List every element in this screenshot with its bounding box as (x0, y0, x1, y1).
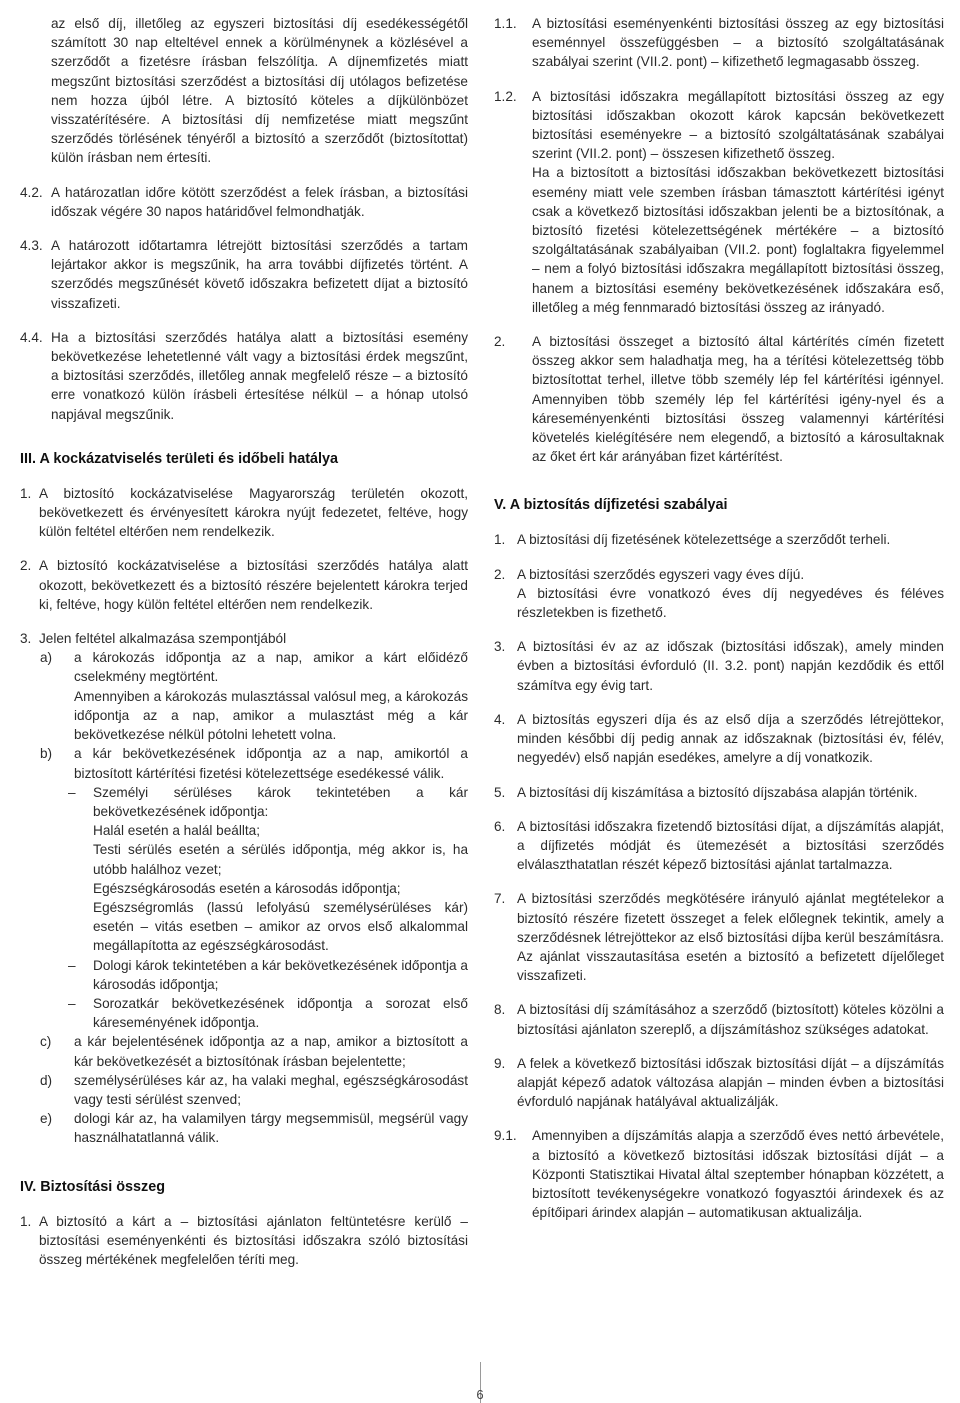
section-v-item-6 (494, 817, 944, 875)
paragraph-number: 4.2. (20, 184, 43, 200)
item-number: 1. (20, 1213, 32, 1229)
section-v-item-7 (494, 889, 944, 985)
paragraph-text: A határozatlan időre kötött szerződést a felek írásban, a biztosítási időszak végére 30 napos határidővel felmondhatják. (51, 184, 468, 219)
paragraph-text: Ha a biztosítási szerződés hatálya alatt a biztosítási esemény bekövetkezése lehetetlenné vált vagy a biztosítási érdek megszűnt, a biztosítási szerződés, illetőleg annak megfelelő része – a biztosító erre vonatkozó külön írásbeli értesítése nélkül – a hónap utolsó napjával megszűnik. (51, 329, 468, 422)
item-number: 8. (494, 1002, 506, 1018)
section-v-item-8 (494, 1000, 944, 1038)
item-number: 3. (20, 631, 32, 647)
item-text: A biztosítási szerződés megkötésére irányuló ajánlat megtételekor a biztosító részére fizetett összeget a felek előlegnek tekintik, amely a szerződésnek létrejöttekor az első biztosítási díjba kerül beszámításra. Az ajánlat visszautasítása esetén a biztosító a befizetett díjelőleget visszafizeti. (517, 891, 944, 984)
item-text: A biztosítási díj kiszámítása a biztosító díjszabása alapján történik. (517, 784, 918, 800)
list-label: e) (40, 1111, 53, 1127)
item-number: 4. (494, 711, 506, 727)
item-text: A biztosítási szerződés egyszeri vagy éves díjú. (517, 566, 805, 582)
dash-subline: Egészségromlás (lassú lefolyású személysérüléses kár) esetén – vitás esetben – amikor az orvos első alkalommal megállapította az egészségkárosodást. (93, 899, 468, 954)
list-text: a károkozás időpontja az a nap, amikor a kárt előidéző cselekmény megtörtént. (74, 650, 468, 685)
section-iii-item-3 (20, 629, 468, 648)
paragraph-text: A biztosítási eseményenkénti biztosítási összeg az egy biztosítási eseménnyel összefüggésben – a biztosító szolgáltatásának szabályai szerint (VII.2. pont) – kifizethető legmagasabb összeg. (532, 16, 944, 70)
paragraph-4-3 (20, 236, 468, 313)
definition-a (20, 648, 468, 686)
paragraph-1-1 (494, 14, 944, 72)
list-text: Személyi sérüléses károk tekintetében a kár bekövetkezésének időpontja: (93, 784, 468, 819)
list-text: Dologi károk tekintetében a kár bekövetkezésének időpontja a károsodás időpontja; (93, 957, 468, 992)
paragraph-text: A biztosítási időszakra megállapított biztosítási összeg az egy biztosítási időszakban okozott károk kapcsán bekövetkezett biztosítási eseményekre – a biztosító szolgáltatásának szabályai szerint (VII.2. pont) – összesen kifizethető összeg. (532, 88, 944, 162)
list-text: a kár bekövetkezésének időpontja az a nap, amikortól a biztosított kártérítési fizetési kötelezettsége esedékessé válik. (74, 746, 468, 781)
paragraph-1-2-continuation: Ha a biztosított a biztosítási időszakban bekövetkezett biztosítási esemény miatt vele szemben írásban támasztott kártérítési igényt csak a következő biztosítási időszakban jelenti be a biztosítónak, a biztosító fizetési kötelezettségének mértékére – a biztosító szolgáltatásának szabályaiban (VII.2. pont) foglaltakra figyelemmel – nem a folyó biztosítási időszakra megállapított biztosítási összeg, hanem a biztosítási esemény bekövetkezésének időszakára eső, illetőleg a még fennmaradó biztosítási összeg az irányadó. (532, 165, 944, 315)
item-text: A felek a következő biztosítási időszak biztosítási díját – a díjszámítás alapját képező adatok változása alapján – minden évben a biztosítási évforduló napjának hatályával aktualizálják. (517, 1055, 944, 1110)
list-text: Sorozatkár bekövetkezésének időpontja a sorozat első káreseményének időpontja. (93, 995, 468, 1031)
item-text: A biztosítási díj fizetésének kötelezettsége a szerződőt terheli. (517, 532, 891, 548)
paragraph-4-4 (20, 328, 468, 424)
item-number: 9. (494, 1055, 506, 1071)
dash-bullet: – (68, 957, 76, 973)
section-v-item-5 (494, 783, 944, 802)
definition-c (20, 1032, 468, 1070)
section-heading-v: V. A biztosítás díjfizetési szabályai (494, 497, 728, 514)
definition-a-continuation: Amennyiben a károkozás mulasztással valósul meg, a károkozás időpontja az a nap, amikor a mulasztást még a kár bekövetkezése nélkül pótolni lehetett volna. (74, 688, 468, 743)
paragraph-continuation: az első díj, illetőleg az egyszeri biztosítási díj esedékességétől számított 30 nap elteltével ennek a körülménynek a közlésével a szerződőt a fizetésre írásban felszólítja. A díjnemfizetés miatt megszűnt biztosítási szerződést a biztosítási díj utólagos befizetése nem hozza újból létre. A biztosító köteles a díjkülönbözet visszatérítésére. A biztosítási díj nemfizetése miatt megszűnt szerződés törlésének tényéről a biztosító a szerződőt (biztosítottat) külön írásban nem értesíti. (51, 16, 468, 166)
section-v-item-2-continuation: A biztosítási évre vonatkozó éves díj negyedéves és féléves részletekben is fizethető. (517, 585, 944, 621)
section-v-item-1 (494, 530, 944, 549)
dash-item-personal-injury (20, 783, 468, 821)
item-number: 9.1. (494, 1128, 517, 1144)
paragraph-text: A határozott időtartamra létrejött biztosítási szerződés a tartam lejártakor akkor is megszűnik, ha arra további díjfizetés történt. A szerződés megszűnését követő időszakra befizetett díjat a biztosító visszafizeti. (51, 238, 468, 311)
section-v-item-3 (494, 637, 944, 695)
item-text: A biztosítás egyszeri díja és az első díja a szerződés létrejöttekor, minden későbbi díj pedig annak az időszaknak (biztosítási év, félév, negyedév) első napján esedékes, amelyre a díj vonatkozik. (517, 711, 944, 766)
section-v-item-9-1 (494, 1126, 944, 1222)
dash-subline: Testi sérülés esetén a sérülés időpontja, még akkor is, ha utóbb halálhoz vezet; (93, 842, 468, 877)
item-text: Jelen feltétel alkalmazása szempontjából (39, 631, 287, 647)
dash-item-serial-damage (20, 994, 468, 1032)
item-number: 2. (494, 566, 506, 582)
item-text: A biztosító kockázatviselése a biztosítási szerződés hatálya alatt okozott, bekövetkezett és a biztosító részére bejelentett károkra terjed ki, feltéve, hogy külön feltétel eltérően nem rendelkezik. (39, 558, 468, 612)
definition-e (20, 1109, 468, 1147)
right-column (494, 14, 944, 1237)
paragraph-4-2 (20, 183, 468, 221)
paragraph-number: 4.4. (20, 329, 43, 345)
list-text: dologi kár az, ha valamilyen tárgy megsemmisül, megsérül vagy használhatatlanná válik. (74, 1111, 468, 1146)
paragraph-number: 4.3. (20, 238, 43, 254)
paragraph-number: 1.2. (494, 88, 517, 104)
section-iii-item-2 (20, 556, 468, 614)
definition-b (20, 744, 468, 782)
paragraph-text: A biztosítási összeget a biztosító által kártérítés címén fizetett összeg akkor sem haladhatja meg, ha a térítési kötelezettség több biztosítottat terhel, illetve több személy lép fel kártérítési igénnyel. Amennyiben több személy lép fel kártérítési igény-nyel és a káreseményenkénti biztosítási összeg valamennyi kártérítési követelés kielégítésére nem elegendő, a biztosító a károsultaknak az őket ért kár arányában fizet kártérítést. (532, 334, 944, 465)
item-text: A biztosítási év az az időszak (biztosítási időszak), amely minden évben a biztosítási évforduló (II. 3.2. pont) napján kezdődik és ettől számítva egy évig tart. (517, 639, 944, 693)
list-text: személysérüléses kár az, ha valaki meghal, egészségkárosodást vagy testi sérülést szenved; (74, 1072, 468, 1107)
list-label: c) (40, 1034, 52, 1050)
section-heading-iii: III. A kockázatviselés területi és időbeli hatálya (20, 450, 339, 467)
paragraph-number: 2. (494, 334, 506, 350)
item-text: A biztosító kockázatviselése Magyarország területén okozott, bekövetkezett és érvényesített károkra nyújt fedezetet, feltéve, hogy külön feltétel eltérően nem rendelkezik. (39, 485, 468, 540)
left-column (20, 14, 468, 1284)
item-number: 6. (494, 818, 506, 834)
dash-bullet: – (68, 784, 76, 800)
list-label: a) (40, 650, 53, 666)
item-number: 1. (494, 532, 506, 548)
paragraph-2 (494, 332, 944, 466)
section-iv-item-1 (20, 1212, 468, 1270)
paragraph-1-2 (494, 87, 944, 164)
dash-subline: Halál esetén a halál beállta; (93, 823, 261, 839)
item-text: A biztosító a kárt a – biztosítási ajánlaton feltüntetésre kerülő – biztosítási eseményenkénti és biztosítási időszakra szóló biztosítási összeg mértékének megfelelően téríti meg. (39, 1213, 468, 1267)
item-number: 2. (20, 558, 32, 574)
item-text: A biztosítási időszakra fizetendő biztosítási díjat, a díjszámítás alapját, a díjfizetés módját és ütemezését a biztosítási szerződés elválaszthatatlan részét képező biztosítási ajánlat tartalmazza. (517, 818, 944, 873)
item-number: 5. (494, 784, 506, 800)
list-label: d) (40, 1072, 53, 1088)
item-number: 3. (494, 639, 506, 655)
item-text: A biztosítási díj számításához a szerződő (biztosított) köteles közölni a biztosítási ajánlaton szereplő, a díjszámításhoz szükséges adatokat. (517, 1002, 944, 1037)
paragraph-number: 1.1. (494, 16, 517, 31)
dash-subline: Egészségkárosodás esetén a károsodás időpontja; (93, 880, 401, 896)
dash-bullet: – (68, 995, 76, 1011)
list-label: b) (40, 746, 53, 762)
section-v-item-2 (494, 565, 944, 584)
section-v-item-9 (494, 1054, 944, 1112)
definition-d (20, 1071, 468, 1109)
item-number: 1. (20, 485, 32, 501)
page-number: 6 (476, 1387, 484, 1402)
section-heading-iv: IV. Biztosítási összeg (20, 1178, 166, 1195)
section-iii-item-1 (20, 484, 468, 542)
item-number: 7. (494, 891, 506, 907)
item-text: Amennyiben a díjszámítás alapja a szerződő éves nettó árbevétele, a biztosító a következő biztosítási időszak biztosítási díját – a Központi Statisztikai Hivatal által szeptember hónapban közzétett, a biztosított tevékenységekre vonatkozó fogyasztói árindexek és az építőipari árindex alapján – automatikusan aktualizálja. (532, 1128, 944, 1221)
section-v-item-4 (494, 710, 944, 768)
list-text: a kár bejelentésének időpontja az a nap, amikor a biztosított a kár bekövetkezését a biztosítónak írásban bejelentette; (74, 1034, 468, 1069)
dash-item-property-damage (20, 956, 468, 994)
